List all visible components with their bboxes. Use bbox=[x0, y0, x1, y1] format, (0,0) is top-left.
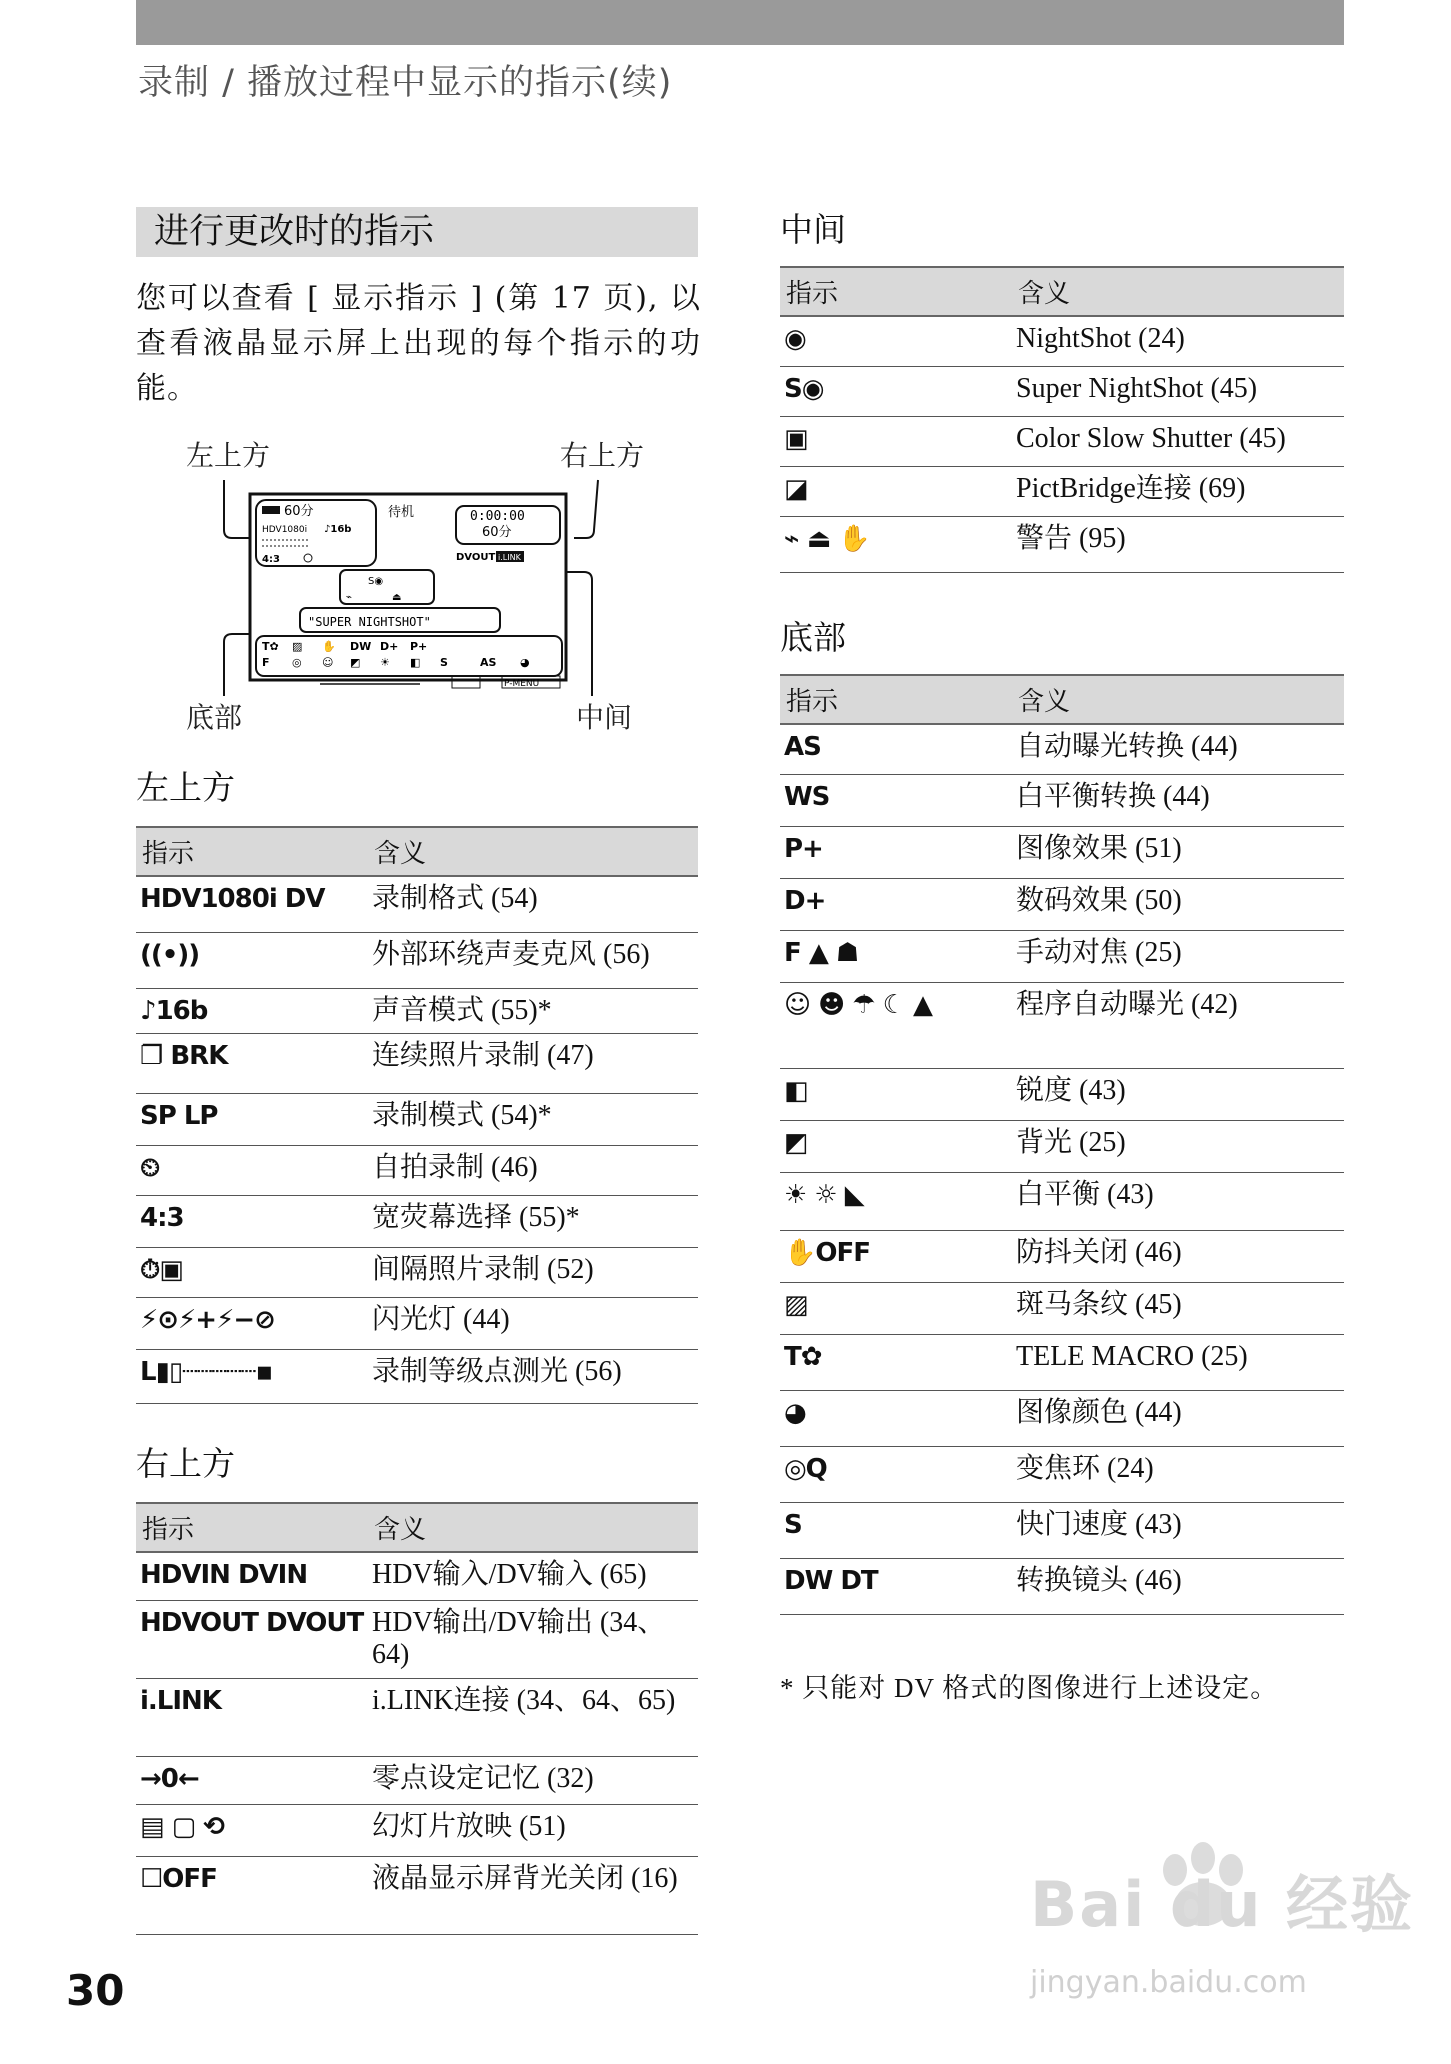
diagram-battery: 60分 bbox=[284, 504, 314, 519]
table-middle bbox=[780, 266, 1344, 573]
table-row bbox=[136, 1552, 698, 1600]
indicator-meaning: 宽荧幕选择 (55)* bbox=[368, 1195, 698, 1247]
table-row bbox=[136, 1093, 698, 1145]
heading-bottom: 底部 bbox=[780, 618, 846, 657]
indicator-icon: L▮▯┈┈┈┈┈▪ bbox=[136, 1349, 368, 1403]
diagram-standby: 待机 bbox=[388, 505, 415, 520]
table-row bbox=[780, 316, 1344, 366]
indicator-meaning: 快门速度 (43) bbox=[1012, 1502, 1344, 1558]
indicator-icon: ◩ bbox=[780, 1120, 1012, 1172]
table-row bbox=[136, 1856, 698, 1934]
indicator-icon: ⚡⊙⚡+⚡−⊘ bbox=[136, 1297, 368, 1349]
indicator-meaning: Super NightShot (45) bbox=[1012, 366, 1344, 416]
col-header-meaning: 含义 bbox=[368, 1503, 698, 1552]
lcd-screen-diagram bbox=[220, 470, 600, 700]
table-row bbox=[780, 466, 1344, 516]
svg-text:DW: DW bbox=[350, 640, 372, 653]
indicator-icon: ▨ bbox=[780, 1282, 1012, 1334]
heading-middle: 中间 bbox=[780, 210, 846, 249]
indicator-meaning: 连续照片录制 (47) bbox=[368, 1033, 698, 1093]
table-row bbox=[136, 988, 698, 1033]
indicator-icon: ☀ ☼ ◣ bbox=[780, 1172, 1012, 1230]
indicator-icon: ((•)) bbox=[136, 932, 368, 988]
table-row bbox=[780, 516, 1344, 572]
indicator-meaning: 录制格式 (54) bbox=[368, 876, 698, 932]
table-row bbox=[136, 876, 698, 932]
indicator-meaning: 白平衡转换 (44) bbox=[1012, 774, 1344, 826]
indicator-meaning: 防抖关闭 (46) bbox=[1012, 1230, 1344, 1282]
indicator-meaning: 转换镜头 (46) bbox=[1012, 1558, 1344, 1614]
svg-text:☀: ☀ bbox=[380, 656, 390, 669]
indicator-icon: ♪16b bbox=[136, 988, 368, 1033]
section-heading: 进行更改时的指示 bbox=[136, 207, 698, 257]
heading-top-left: 左上方 bbox=[136, 768, 235, 807]
indicator-meaning: 录制模式 (54)* bbox=[368, 1093, 698, 1145]
page-title: 录制 / 播放过程中显示的指示(续) bbox=[138, 63, 673, 103]
indicator-icon: ▣ bbox=[780, 416, 1012, 466]
indicator-meaning: 变焦环 (24) bbox=[1012, 1446, 1344, 1502]
indicator-meaning: TELE MACRO (25) bbox=[1012, 1334, 1344, 1390]
table-row bbox=[780, 1172, 1344, 1230]
indicator-meaning: Color Slow Shutter (45) bbox=[1012, 416, 1344, 466]
table-top-right bbox=[136, 1502, 698, 1935]
indicator-meaning: NightShot (24) bbox=[1012, 316, 1344, 366]
indicator-meaning: PictBridge连接 (69) bbox=[1012, 466, 1344, 516]
indicator-icon: T✿ bbox=[780, 1334, 1012, 1390]
indicator-icon: HDVOUT DVOUT bbox=[136, 1600, 368, 1678]
indicator-icon: ❐ BRK bbox=[136, 1033, 368, 1093]
indicator-icon: ▤ ▢ ⟲ bbox=[136, 1804, 368, 1856]
indicator-icon: i.LINK bbox=[136, 1678, 368, 1756]
col-header-indicator: 指示 bbox=[136, 1503, 368, 1552]
indicator-icon: ⌁ ⏏ ✋ bbox=[780, 516, 1012, 572]
indicator-icon: 4:3 bbox=[136, 1195, 368, 1247]
diagram-remaining: 60分 bbox=[482, 525, 512, 540]
table-row bbox=[780, 826, 1344, 878]
diagram-format: HDV1080i bbox=[262, 525, 308, 535]
indicator-icon: ☐OFF bbox=[136, 1856, 368, 1934]
indicator-icon: P+ bbox=[780, 826, 1012, 878]
diagram-aspect: 4:3 bbox=[262, 554, 280, 565]
table-row bbox=[136, 1678, 698, 1756]
indicator-meaning: 声音模式 (55)* bbox=[368, 988, 698, 1033]
diagram-label-top-left: 左上方 bbox=[186, 439, 271, 472]
indicator-meaning: HDV输入/DV输入 (65) bbox=[368, 1552, 698, 1600]
table-row bbox=[780, 1334, 1344, 1390]
indicator-icon: ⏲ bbox=[136, 1145, 368, 1195]
table-row bbox=[136, 1297, 698, 1349]
svg-text:T✿: T✿ bbox=[262, 640, 279, 653]
indicator-meaning: 幻灯片放映 (51) bbox=[368, 1804, 698, 1856]
indicator-meaning: 外部环绕声麦克风 (56) bbox=[368, 932, 698, 988]
indicator-meaning: 白平衡 (43) bbox=[1012, 1172, 1344, 1230]
svg-text:▨: ▨ bbox=[292, 640, 303, 653]
indicator-meaning: 间隔照片录制 (52) bbox=[368, 1247, 698, 1297]
svg-text:F: F bbox=[262, 656, 270, 669]
watermark-brand: Bai du 经验 bbox=[1030, 1868, 1415, 1941]
indicator-icon: ◪ bbox=[780, 466, 1012, 516]
indicator-meaning: 斑马条纹 (45) bbox=[1012, 1282, 1344, 1334]
svg-text:⌁: ⌁ bbox=[346, 592, 353, 603]
col-header-indicator: 指示 bbox=[136, 827, 368, 876]
page-number: 30 bbox=[66, 1966, 125, 2015]
indicator-meaning: 程序自动曝光 (42) bbox=[1012, 982, 1344, 1068]
col-header-meaning: 含义 bbox=[1012, 675, 1344, 724]
svg-text:S: S bbox=[440, 656, 448, 669]
svg-text:◩: ◩ bbox=[350, 656, 361, 669]
indicator-meaning: 自拍录制 (46) bbox=[368, 1145, 698, 1195]
table-row bbox=[780, 1068, 1344, 1120]
indicator-icon: ☺ ☻ ☂ ☾ ▲ bbox=[780, 982, 1012, 1068]
diagram-audio: ♪16b bbox=[324, 524, 352, 535]
col-header-indicator: 指示 bbox=[780, 267, 1012, 316]
indicator-icon: S bbox=[780, 1502, 1012, 1558]
indicator-meaning: 警告 (95) bbox=[1012, 516, 1344, 572]
diagram-ilink: i.LINK bbox=[498, 553, 521, 562]
indicator-icon: HDVIN DVIN bbox=[136, 1552, 368, 1600]
table-row bbox=[136, 1756, 698, 1804]
table-row bbox=[780, 1230, 1344, 1282]
table-row bbox=[780, 878, 1344, 930]
svg-text:✋: ✋ bbox=[322, 640, 336, 653]
indicator-icon: SP LP bbox=[136, 1093, 368, 1145]
indicator-meaning: HDV输出/DV输出 (34、64) bbox=[368, 1600, 698, 1678]
indicator-meaning: 背光 (25) bbox=[1012, 1120, 1344, 1172]
table-row bbox=[780, 774, 1344, 826]
indicator-meaning: 录制等级点测光 (56) bbox=[368, 1349, 698, 1403]
indicator-icon: AS bbox=[780, 724, 1012, 774]
diagram-timecode: 0:00:00 bbox=[470, 509, 525, 524]
indicator-icon: ◕ bbox=[780, 1390, 1012, 1446]
indicator-meaning: 自动曝光转换 (44) bbox=[1012, 724, 1344, 774]
indicator-icon: ◎Q bbox=[780, 1446, 1012, 1502]
table-row bbox=[780, 1282, 1344, 1334]
diagram-label-bottom: 底部 bbox=[186, 701, 243, 734]
indicator-icon: F ▲ ☗ bbox=[780, 930, 1012, 982]
indicator-icon: WS bbox=[780, 774, 1012, 826]
table-row bbox=[136, 1145, 698, 1195]
table-row bbox=[780, 1502, 1344, 1558]
svg-text:◕: ◕ bbox=[520, 656, 530, 669]
indicator-meaning: 零点设定记忆 (32) bbox=[368, 1756, 698, 1804]
indicator-meaning: 锐度 (43) bbox=[1012, 1068, 1344, 1120]
indicator-icon: ◉ bbox=[780, 316, 1012, 366]
table-row bbox=[136, 932, 698, 988]
table-row bbox=[780, 1446, 1344, 1502]
indicator-meaning: 液晶显示屏背光关闭 (16) bbox=[368, 1856, 698, 1934]
col-header-indicator: 指示 bbox=[780, 675, 1012, 724]
indicator-meaning: 手动对焦 (25) bbox=[1012, 930, 1344, 982]
table-row bbox=[136, 1804, 698, 1856]
col-header-meaning: 含义 bbox=[368, 827, 698, 876]
svg-text:P+: P+ bbox=[410, 640, 428, 653]
table-row bbox=[780, 1558, 1344, 1614]
col-header-meaning: 含义 bbox=[1012, 267, 1344, 316]
svg-text:⏏: ⏏ bbox=[392, 592, 402, 603]
indicator-meaning: 闪光灯 (44) bbox=[368, 1297, 698, 1349]
table-row bbox=[780, 982, 1344, 1068]
svg-text:◧: ◧ bbox=[410, 656, 421, 669]
indicator-icon: ◧ bbox=[780, 1068, 1012, 1120]
footnote: * 只能对 DV 格式的图像进行上述设定。 bbox=[780, 1673, 1279, 1703]
diagram-nightshot: "SUPER NIGHTSHOT" bbox=[308, 615, 431, 629]
indicator-icon: →0← bbox=[136, 1756, 368, 1804]
table-row bbox=[780, 366, 1344, 416]
indicator-icon: D+ bbox=[780, 878, 1012, 930]
table-row bbox=[136, 1195, 698, 1247]
indicator-icon: DW DT bbox=[780, 1558, 1012, 1614]
svg-text:◎: ◎ bbox=[292, 656, 302, 669]
indicator-meaning: i.LINK连接 (34、64、65) bbox=[368, 1678, 698, 1756]
intro-paragraph: 您可以查看 [ 显示指示 ] (第 17 页), 以查看液晶显示屏上出现的每个指示的功能。 bbox=[136, 281, 701, 406]
table-row bbox=[136, 1033, 698, 1093]
diagram-pmenu: P-MENU bbox=[504, 679, 540, 689]
indicator-icon: ⏱▣ bbox=[136, 1247, 368, 1297]
svg-text:D+: D+ bbox=[380, 640, 399, 653]
table-row bbox=[780, 1390, 1344, 1446]
table-row bbox=[780, 930, 1344, 982]
diagram-label-middle: 中间 bbox=[576, 701, 633, 734]
table-row bbox=[136, 1349, 698, 1403]
svg-text:S◉: S◉ bbox=[368, 576, 384, 587]
table-row bbox=[780, 416, 1344, 466]
table-bottom bbox=[780, 674, 1344, 1615]
indicator-icon: ✋OFF bbox=[780, 1230, 1012, 1282]
indicator-meaning: 数码效果 (50) bbox=[1012, 878, 1344, 930]
diagram-label-top-right: 右上方 bbox=[560, 439, 645, 472]
header-bar bbox=[136, 0, 1344, 45]
table-top-left bbox=[136, 826, 698, 1404]
indicator-icon: S◉ bbox=[780, 366, 1012, 416]
diagram-dvout: DVOUT bbox=[456, 552, 496, 563]
indicator-meaning: 图像效果 (51) bbox=[1012, 826, 1344, 878]
table-row bbox=[780, 1120, 1344, 1172]
table-row bbox=[136, 1600, 698, 1678]
indicator-meaning: 图像颜色 (44) bbox=[1012, 1390, 1344, 1446]
svg-text:AS: AS bbox=[480, 656, 497, 669]
watermark-url: jingyan.baidu.com bbox=[1030, 1965, 1307, 2000]
indicator-icon: HDV1080i DV bbox=[136, 876, 368, 932]
table-row bbox=[780, 724, 1344, 774]
svg-text:☺: ☺ bbox=[322, 656, 334, 669]
table-row bbox=[136, 1247, 698, 1297]
heading-top-right: 右上方 bbox=[136, 1444, 235, 1483]
